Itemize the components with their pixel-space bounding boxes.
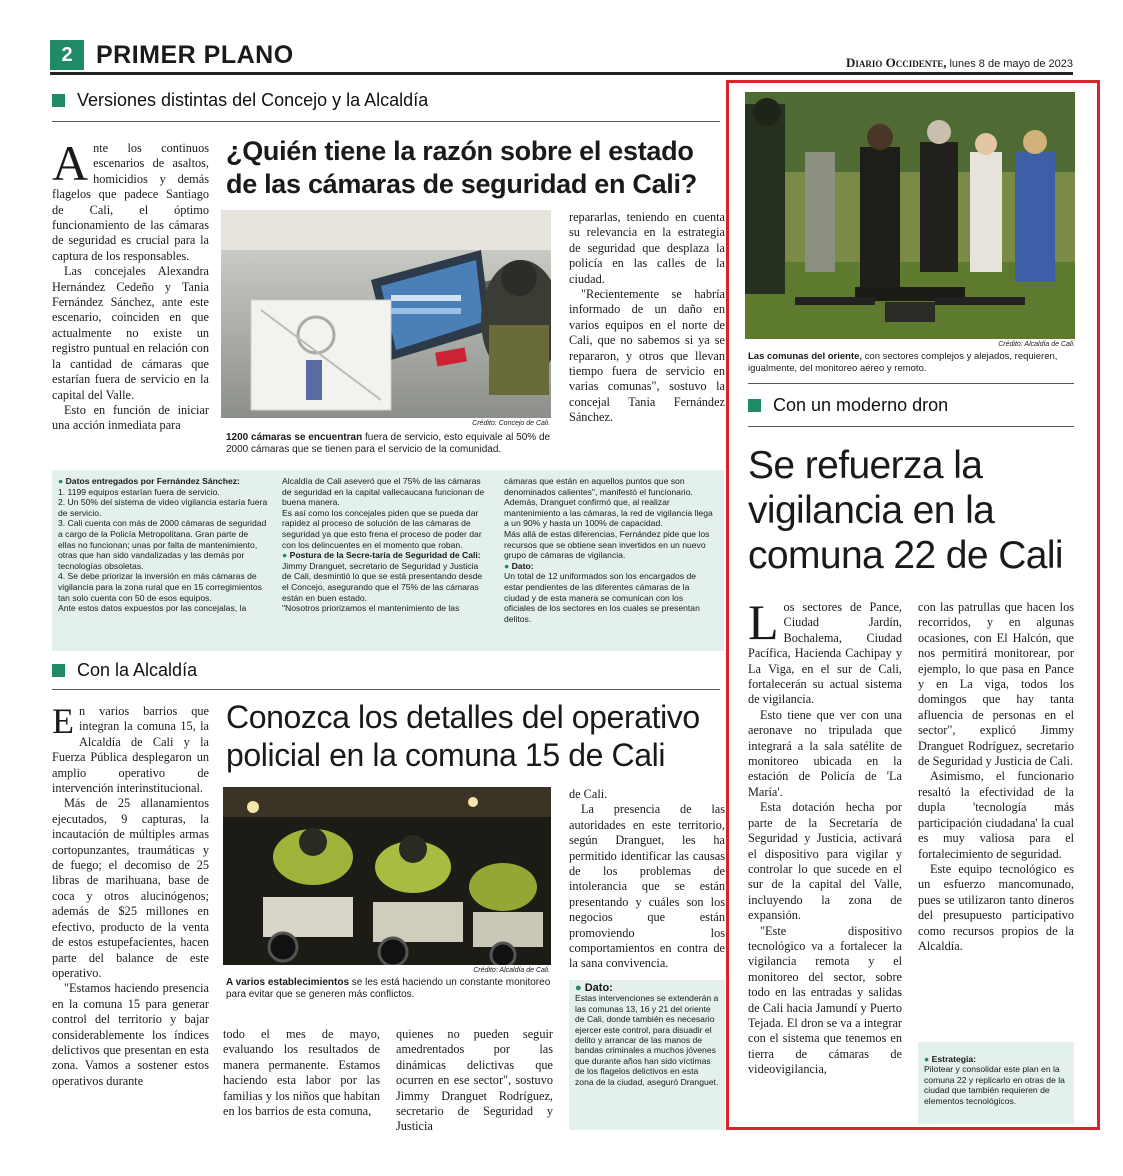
caption-bold: Las comunas del oriente, [748,351,863,362]
story3-col1 [748,600,902,1130]
drop-cap: E [52,704,74,741]
story2-paragraph: La presencia de las autoridades en este territorio, según Dranguet, les ha permitido identificar las causas de los problemas de intolerancia que se están presentando y cuáles son los negocios que están promoviendo los comportamientos en contra de la sana convivencia. [569,802,725,971]
dato-text: Estas intervenciones se extenderán a las comunas 13, 16 y 21 del oriente de Cali, donde también es necesario ejercer este control, para disuadir el delito y arrancar de las manos de bandas criminales a muchos jóvenes que durante años han sido víctimas de los flagelos delictivos en esta zona de la ciudad, aseguró Dranguet. [575,993,719,1087]
info-line: Jimmy Dranguet, secretario de Seguridad y Justicia de Cali, desmintió lo que se está presentando desde el Concejo, asegurando que el 75% de las cámaras están en buen estado. [282,560,483,603]
story3-headline: Se refuerza la vigilancia en la comuna 22 de Cali [748,444,1063,577]
story1-col3 [569,210,725,426]
info-line: Un total de 12 uniformados son los encargados de estar pendientes de las diferentes cámaras de la ciudad y de esta manera se comunican con los oficiales de los sectores en los cuales se presentan delitos. [504,571,700,624]
story1-info-box [52,470,724,651]
masthead-dateline [760,55,1073,71]
masthead-rule [50,72,1073,75]
story1-headline: ¿Quién tiene la razón sobre el estado de las cámaras de seguridad en Cali? [226,136,697,199]
story3-paragraph: Esto tiene que ver con una aeronave no tripulada que integrará a la sala satélite de monitoreo ubicada en la estación de Policía de 'La María'. [748,707,902,799]
story2-col3 [396,1027,553,1135]
drop-cap: A [52,141,89,191]
info-line: "Nosotros priorizamos el mantenimiento de las [282,603,460,614]
newspaper-name: Diario Occidente, [845,55,947,70]
story1-paragraph: repararlas, teniendo en cuenta su relevancia en la estrategia de seguridad que desplaza la policía en las calles de la ciudad. [569,210,725,286]
story1-kicker [52,90,428,111]
dato-heading: ● Dato: [575,982,613,994]
story2-paragraph: todo el mes de mayo, evaluando los resultados de manera permanente. Estamos haciendo esta labor por las familias y los niños que habitan en los barrios de esta comuna, [223,1027,380,1119]
info-line: Además, Dranguet confirmó que, al realizar mantenimiento a las cámaras, la red de vigilancia llega a un 90% y hasta un 100% de capacidad. [504,497,713,529]
caption-bold: 1200 cámaras se encuentran [226,432,363,443]
story2-photo [223,787,551,965]
story1-col1 [52,141,209,456]
story3-estrategia-box [918,1042,1074,1124]
story1-paragraph: Las concejales Alexandra Hernández Cedeño y Tania Fernández Sánchez, ante este escenario, coinciden en que actualmente no existe un registro puntual en relación con la cantidad de cámaras que estarían fuera de servicio en la capital del Valle. [52,264,209,402]
story1-photo-credit: Crédito: Concejo de Cali. [472,420,550,427]
story2-paragraph: de Cali. [569,787,608,801]
story1-paragraph: "Recientemente se habría informado de un daño en varios equipos en el norte de Cali, que no sabemos si ya se repararon, y otros que llevan tiempo fuera de servicio en varias comunas", sostuvo la concejal Tania Fernández Sánchez. [569,287,725,425]
story3-photo [745,92,1075,339]
bullet-icon: ● [504,560,510,571]
info-box-heading: ● Dato: [504,560,534,571]
info-box-column [58,476,268,614]
story3-paragraph: Asimismo, el funcionario resaltó la efectividad de la dupla 'tecnología más participación ciudadana' la cual es muy valiosa para el fortalecimiento de seguridad. [918,769,1074,861]
kicker-text: Con un moderno dron [773,395,949,415]
caption-text: se les está haciendo un constante monitoreo para evitar que se generen más conflictos. [226,977,551,1000]
info-line: 4. Se debe priorizar la inversión en más cámaras de vigilancia para la zona rural que en 15 corregimientos tan solo cuenta con 50 de esos equipos. [58,571,262,603]
page-number-badge [50,40,84,70]
page-number: 2 [61,44,73,66]
section-title: PRIMER PLANO [96,41,294,69]
kicker-square-icon [52,94,65,107]
kicker-text: Con la Alcaldía [77,660,198,680]
issue-date: lunes 8 de mayo de 2023 [949,58,1073,70]
story2-dato-box [569,980,725,1130]
info-line: 2. Un 50% del sistema de video vigilancia estaría fuera de servicio. [58,497,268,518]
kicker-text: Versiones distintas del Concejo y la Alcaldía [77,90,429,110]
info-box-heading: ● Postura de la Secre-taría de Seguridad de Cali: [282,550,481,561]
caption-text: fuera de servicio, esto equivale al 50% de 2000 cámaras que se tienen para el servicio de la comunidad. [226,432,551,455]
story2-col4 [569,787,725,972]
story2-paragraph: "Estamos haciendo presencia en la comuna 15 para generar control del territorio y bajar considerablemente los índices delictivos que presentan en esta zona. Vamos a sostener estos operativos durante [52,981,209,1088]
bullet-icon: ● [924,1054,930,1064]
story1-kicker-rule [52,121,720,122]
bullet-icon: ● [58,476,64,486]
info-line: 1. 1199 equipos estarían fuera de servicio. [58,486,220,497]
story1-paragraph: Esto en función de iniciar una acción inmediata para [52,402,209,433]
story2-lead-paragraph: En varios barrios que integran la comuna 15, la Alcaldía de Cali y la Fuerza Pública desplegaron un amplio operativo de intervención interinstitucional. [52,704,209,796]
info-line: Ante estos datos expuestos por las concejalas, la [58,603,247,614]
estrategia-heading: ● Estrategia: [924,1054,977,1064]
kicker-square-icon [748,399,761,412]
story3-caption-rule [748,383,1074,384]
info-box-heading: ● Datos entregados por Fernández Sánchez: [58,476,240,486]
info-line: Es así como los concejales piden que se pueda dar rapidez al proceso de solución de las cámaras de seguridad ya que esto frena el proceso de poder dar con los delincuentes en el momento que roban. [282,507,482,550]
story1-photo-caption [226,432,552,456]
estrategia-text: Pilotear y consolidar este plan en la comuna 22 y replicarlo en otras de la ciudad que también requieren de elementos tecnológicos. [924,1064,1065,1106]
caption-text: con sectores complejos y alejados, requieren, igualmente, del monitoreo aéreo y remoto. [748,351,1058,374]
drop-cap: L [748,600,779,650]
story2-headline: Conozca los detalles del operativo policial en la comuna 15 de Cali [226,699,700,773]
bullet-icon: ● [575,982,582,994]
drone-event-illustration [745,92,1075,339]
caption-bold: A varios establecimientos [226,977,350,988]
kicker-square-icon [52,664,65,677]
story3-paragraph: Este equipo tecnológico es un esfuerzo mancomunado, pues se utilizaron tanto dineros del presupuesto participativo como recursos propios de la Alcaldía. [918,861,1074,953]
story1-photo [221,210,551,418]
story2-kicker-rule [52,689,720,690]
story3-paragraph: con las patrullas que hacen los recorridos, y en algunas ocasiones, con El Halcón, que nos permitirá monitorear, por ejemplo, lo que pasa en Pance y en La viga, todos los domingos que hay tanta afluencia de personas en el sector", explicó Jimmy Dranguet Rodríguez, secretario de Seguridad y Justicia de Cali. [918,600,1074,769]
info-line: Más allá de estas diferencias, Fernández pide que los recursos que se obtiene sean invertidos en un nuevo grupo de cámaras de vigilancia. [504,528,710,561]
story1-lead-paragraph: Ante los continuos escenarios de asaltos, homicidios y demás flagelos que padece Santiago de Cali, el óptimo funcionamiento de las cámaras de seguridad es crucial para la captura de los responsables. [52,141,209,263]
info-line: cámaras que están en aquellos puntos que son denominados calientes", manifestó el funcionario. [504,476,693,497]
story3-photo-credit: Crédito: Alcaldía de Cali. [998,341,1075,348]
story2-paragraph: Más de 25 allanamientos ejecutados, 9 capturas, la incautación de múltiples armas cortopunzantes, traumáticas y de fuego; el decomiso de 25 libras de marihuana, base de coca y otros alucinógenos; además de $25 millones en efectivo, producto de la venta de estos estupefacientes, hacen parte del balance de este operativo. [52,796,209,980]
story2-col1 [52,704,209,1144]
control-room-illustration [221,210,551,418]
story3-paragraph: Esta dotación hecha por parte de la Secretaría de Seguridad y Justicia, activará el dispositivo para vigilar y controlar lo que sucede en el sur de la capital del Valle, incluyendo la zona de expansión. [748,800,902,923]
story3-kicker [748,395,948,416]
story2-paragraph: quienes no pueden seguir amedrentados por las dinámicas delictivas que ocurren en ese sector", sostuvo Jimmy Dranguet Rodríguez, secretario de Seguridad y Justicia [396,1027,553,1134]
info-line: Alcaldía de Cali aseveró que el 75% de las cámaras de seguridad en la capital vallecaucana funcionan de buena manera. [282,476,485,508]
story3-col2 [918,600,1074,954]
story3-paragraph: "Este dispositivo tecnológico va a fortalecer la vigilancia remota y el monitoreo del sector, sobre todo en las entradas y salidas de Cali hacia Jamundí y Puerto Tejada. El dron se va a integrar con el sistema que tenemos en tierra de cámaras de videovigilancia, [748,923,902,1077]
story2-photo-caption [226,977,552,1001]
info-box-column [504,476,716,624]
story2-photo-credit: Crédito: Alcaldía de Cali. [473,967,550,974]
story2-col2 [223,1027,380,1119]
story2-kicker [52,660,197,681]
info-box-column [282,476,490,614]
bullet-icon: ● [282,550,288,561]
info-line: 3. Cali cuenta con más de 2000 cámaras de seguridad a cargo de la Policía Metropolitana. Gran parte de ellas no funcionan; unas por falta de mantenimiento, otras que han sido vandalizadas y las demás por tecnologías obsoletas. [58,518,267,571]
story3-kicker-rule [748,426,1074,427]
story3-lead-paragraph: Los sectores de Pance, Ciudad Jardín, Bochalema, Ciudad Pacífica, Hacienda Cachipay y La Viga, en el sur de Cali, fortalecerán su actual sistema de vigilancia. [748,600,902,707]
police-operation-illustration [223,787,551,965]
story3-photo-caption [748,351,1076,375]
